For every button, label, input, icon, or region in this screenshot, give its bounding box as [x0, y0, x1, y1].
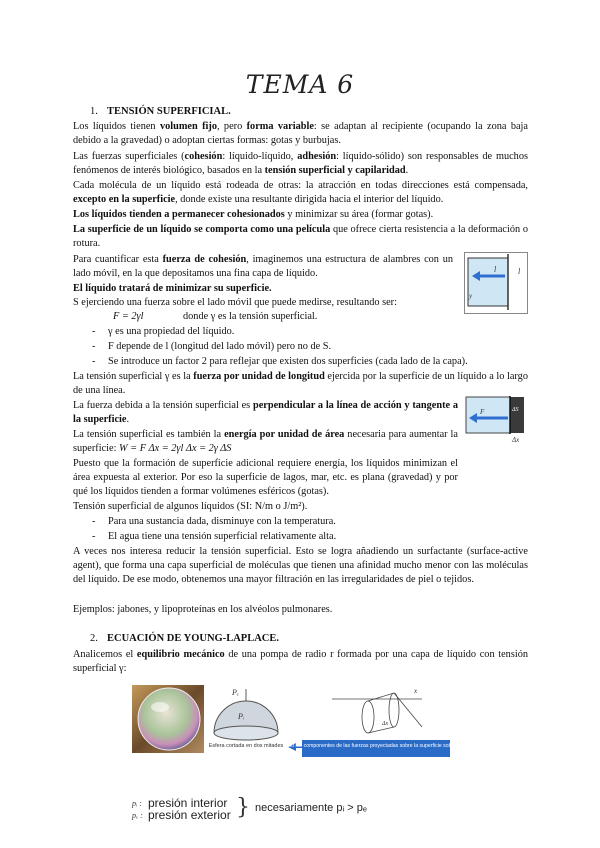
- page-title: TEMA 6: [245, 70, 355, 99]
- paragraph-7: El líquido tratará de minimizar su superficie.: [73, 283, 272, 294]
- list-bullet: -: [92, 531, 96, 542]
- paragraph-15: Ejemplos: jabones, y lipoproteínas en los alvéolos pulmonares.: [73, 604, 333, 615]
- paragraph-9: La tensión superficial γ es la fuerza por unidad de longitud ejercida por la superficie de un líquido a lo largo de una línea.: [73, 371, 528, 396]
- paragraph-6: Para cuantificar esta fuerza de cohesión, imaginemos una estructura de alambres con un lado móvil, en la que depositamos una fina capa de líquido.: [73, 254, 454, 279]
- list-bullet: -: [92, 356, 96, 367]
- list-item: Se introduce un factor 2 para reflejar que existen dos superficies (cada lado de la capa).: [108, 356, 468, 367]
- paragraph-8: S ejerciendo una fuerza sobre el lado móvil que puede medirse, resultando ser:: [73, 297, 397, 308]
- paragraph-5: La superficie de un líquido se comporta como una película que ofrece cierta resistencia a la deformación o rotura.: [73, 224, 528, 249]
- caption-box-text: Sólo las componentes de las fuerzas proyectadas sobre la superficie sobreviven: [283, 743, 469, 749]
- paragraph-1: Los líquidos tienen volumen fijo, pero forma variable: se adaptan al recipiente (ocupando la zona baja debido a la gravedad) o adoptan ciertas formas: gotas y burbujas.: [73, 121, 528, 146]
- section-2-heading: 2. ECUACIÓN DE YOUNG-LAPLACE.: [90, 633, 279, 644]
- list-item: El agua tiene una tensión superficial relativamente alta.: [108, 531, 337, 542]
- section-1-heading: 1. TENSIÓN SUPERFICIAL.: [90, 106, 231, 117]
- figure-label: Δx: [382, 721, 389, 727]
- figure-label: y: [469, 292, 473, 300]
- legend-pe-text: presión exterior: [148, 808, 231, 822]
- legend-pi-text: presión interior: [148, 796, 228, 810]
- axis-label: x: [414, 687, 418, 695]
- pressure-label-pe: Pₑ: [232, 688, 239, 697]
- legend-pi-symbol: pᵢ :: [132, 799, 142, 808]
- brace-icon: }: [236, 795, 250, 820]
- list-item: γ es una propiedad del líquido.: [108, 326, 235, 337]
- list-bullet: -: [92, 326, 96, 337]
- surface-energy-figure: [462, 396, 528, 436]
- paragraph-4: Los líquidos tienden a permanecer cohesionados y minimizar su área (formar gotas).: [73, 209, 434, 220]
- pressure-label-pi: Pᵢ: [238, 712, 245, 721]
- paragraph-16: Analicemos el equilibrio mecánico de una pompa de radio r formada por una capa de líquido con tensión superficial γ:: [73, 649, 528, 674]
- paragraph-3: Cada molécula de un líquido está rodeada de otras: la atracción en todas direcciones está compensada, excepto en la superficie, donde existe una resultante dirigida hacia el interior del líquido.: [73, 180, 528, 205]
- pressure-condition: necesariamente pᵢ > pₑ: [255, 802, 367, 814]
- figure-caption: Esfera cortada en dos mitades: [208, 743, 284, 749]
- paragraph-2: Las fuerzas superficiales (cohesión: líquido-líquido, adhesión: líquido-sólido) son responsables de muchos fenómenos de interés biológico, basados en la tensión superficial y capilaridad.: [73, 151, 528, 176]
- figure-label: l: [494, 265, 497, 274]
- figure-label: ΔS: [512, 407, 519, 413]
- bubble-pressure-figure: [132, 685, 472, 795]
- figure-label: l: [518, 267, 521, 276]
- paragraph-12: Puesto que la formación de superficie adicional requiere energía, los líquidos minimizan el área expuesta al exterior. Por eso la superficie de lagos, mar, etc. es plana (gravedad) y por qué los líquidos tienden a formar volúmenes esféricos (gotas).: [73, 458, 458, 497]
- paragraph-10: La fuerza debida a la tensión superficial es perpendicular a la línea de acción y tangente a la superficie.: [73, 400, 458, 425]
- figure-label: Δx: [512, 436, 520, 444]
- legend-pe-symbol: pₑ :: [132, 811, 143, 820]
- list-bullet: -: [92, 516, 96, 527]
- paragraph-13: Tensión superficial de algunos líquidos (SI: N/m o J/m²).: [73, 501, 308, 512]
- list-bullet: -: [92, 341, 96, 352]
- wire-frame-figure: [464, 252, 528, 314]
- list-item: Para una sustancia dada, disminuye con la temperatura.: [108, 516, 336, 527]
- paragraph-11: La tensión superficial es también la energía por unidad de área necesaria para aumentar la superficie: W = F Δx = 2γl Δx = 2γ ΔS: [73, 429, 458, 454]
- paragraph-14: A veces nos interesa reducir la tensión superficial. Esto se logra añadiendo un surfactante (surface-active agent), que forma una capa superficial de moléculas que tienen una afinidad mucho menor con las moléculas del líquido. De ese modo, obtenemos una mayor filtración en las irregularidades de piel o tejidos.: [73, 546, 528, 585]
- list-item: F depende de l (longitud del lado móvil) pero no de S.: [108, 341, 332, 352]
- formula-force: F = 2γl donde γ es la tensión superficial.: [113, 311, 318, 322]
- figure-label: F: [480, 408, 485, 416]
